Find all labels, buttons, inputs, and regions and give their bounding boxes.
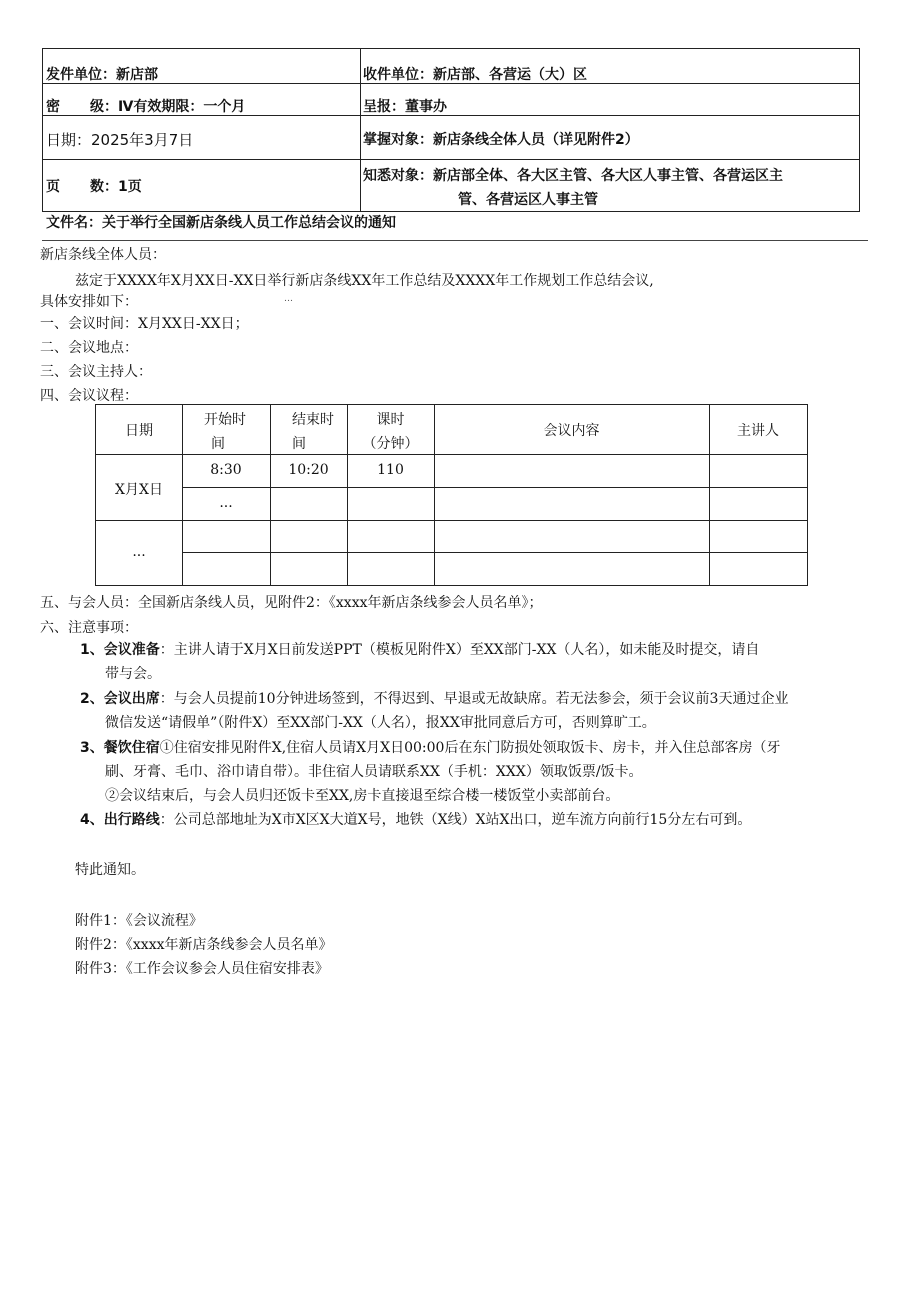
row2-start: ... <box>219 495 233 511</box>
row-date: X月X日 <box>115 482 163 498</box>
section-agenda: 四、会议议程： <box>40 388 138 404</box>
attachment-3: 附件3：《工作会议参会人员住宿安排表》 <box>75 961 329 977</box>
note1-text: ：主讲人请于X月X日前发送PPT（模板见附件X）至XX部门-XX（人名），如未能及时提交，请自 <box>159 642 760 658</box>
sender-unit: 发件单位：新店部 <box>46 67 158 83</box>
table-hline <box>182 552 807 553</box>
agenda-table <box>95 404 808 586</box>
table-vline <box>270 405 271 585</box>
note1-line1 <box>80 638 759 662</box>
header-info-table <box>42 48 860 212</box>
note4-label: 出行路线 <box>103 812 160 828</box>
note4-text: ：公司总部地址为X市X区X大道X号，地铁（X线）X站X出口，逆车流方向前行15分左右可到。 <box>159 812 752 828</box>
col-header-duration-2: （分钟） <box>362 436 419 452</box>
attachment-2: 附件2：《xxxx年新店条线参会人员名单》 <box>75 937 333 953</box>
table-hline <box>182 487 807 488</box>
col-header-speaker: 主讲人 <box>737 423 779 439</box>
note3-line2: 刷、牙膏、毛巾、浴巾请自带）。非住宿人员请联系XX（手机：XXX）领取饭票/饭卡。 <box>105 764 643 780</box>
row1-duration: 110 <box>377 462 404 478</box>
table-hline <box>96 520 807 521</box>
secret-level-value: 级：Ⅳ有效期限：一个月 <box>90 99 246 115</box>
note3-line3: ②会议结束后，与会人员归还饭卡至XX,房卡直接退至综合楼一楼饭堂小卖部前台。 <box>105 788 620 804</box>
note3-label: 餐饮住宿 <box>103 740 160 756</box>
title-underline <box>42 240 868 241</box>
section-location: 二、会议地点： <box>40 340 138 356</box>
secret-level-label: 密 <box>46 99 60 115</box>
note3-line1 <box>80 736 780 760</box>
table-hline <box>96 454 807 455</box>
note2-label: 会议出席 <box>103 691 160 707</box>
intro-line-2: 具体安排如下： <box>40 294 138 310</box>
attachment-1: 附件1：《会议流程》 <box>75 913 203 929</box>
section-host: 三、会议主持人： <box>40 364 152 380</box>
note3-text: ①住宿安排见附件X,住宿人员请X月X日00:00后在东门防损处领取饭卡、房卡，并入住总部客房（牙 <box>159 740 781 756</box>
intro-line-1: 兹定于XXXX年X月XX日-XX日举行新店条线XX年工作总结及XXXX年工作规划工作总结会议, <box>75 273 654 289</box>
header-row-divider <box>43 159 859 160</box>
col-header-start-2: 间 <box>211 436 225 452</box>
col-header-content: 会议内容 <box>543 423 600 439</box>
salutation: 新店条线全体人员： <box>40 247 166 263</box>
note4-number: 4、 <box>80 812 104 828</box>
master-audience: 掌握对象：新店条线全体人员（详见附件2） <box>363 132 639 148</box>
receiver-unit: 收件单位：新店部、各营运（大）区 <box>363 67 587 83</box>
col-header-duration-1: 课时 <box>376 412 405 428</box>
note2-line2: 微信发送“请假单”（附件X）至XX部门-XX（人名），报XX审批同意后方可，否则算旷工。 <box>105 715 656 731</box>
note2-text: ：与会人员提前10分钟进场签到，不得迟到、早退或无故缺席。若无法参会，须于会议前3天通过企业 <box>159 691 789 707</box>
doc-date: 日期：2025年3月7日 <box>46 131 194 149</box>
pages-value: 数：1页 <box>90 179 142 195</box>
table-vline <box>347 405 348 585</box>
section-attendees: 五、与会人员：全国新店条线人员，见附件2：《xxxx年新店条线参会人员名单》； <box>40 595 543 611</box>
note1-line2: 带与会。 <box>105 666 161 682</box>
pages-label: 页 <box>46 179 60 195</box>
row3-date: ... <box>132 544 146 560</box>
header-column-divider <box>360 49 361 211</box>
row1-start: 8:30 <box>210 462 242 478</box>
col-header-end-1: 结束时 <box>292 412 334 428</box>
tiny-mark: … <box>284 294 293 304</box>
col-header-end-2: 间 <box>292 436 306 452</box>
note1-label: 会议准备 <box>103 642 160 658</box>
row1-end: 10:20 <box>288 462 329 478</box>
note1-number: 1、 <box>80 642 104 658</box>
col-header-date: 日期 <box>125 423 153 439</box>
col-header-start-1: 开始时 <box>204 412 246 428</box>
notice-audience-line2: 管、各营运区人事主管 <box>458 192 598 208</box>
closing-text: 特此通知。 <box>75 862 145 878</box>
section-notes: 六、注意事项： <box>40 620 138 636</box>
document-title: 文件名：关于举行全国新店条线人员工作总结会议的通知 <box>46 215 396 231</box>
section-time: 一、会议时间：X月XX日-XX日； <box>40 316 249 332</box>
note2-line1 <box>80 687 788 711</box>
notice-audience-line1: 知悉对象：新店部全体、各大区主管、各大区人事主管、各营运区主 <box>363 168 783 184</box>
note4-line1 <box>80 808 751 832</box>
report-to: 呈报：董事办 <box>363 99 447 115</box>
note2-number: 2、 <box>80 691 104 707</box>
note3-number: 3、 <box>80 740 104 756</box>
